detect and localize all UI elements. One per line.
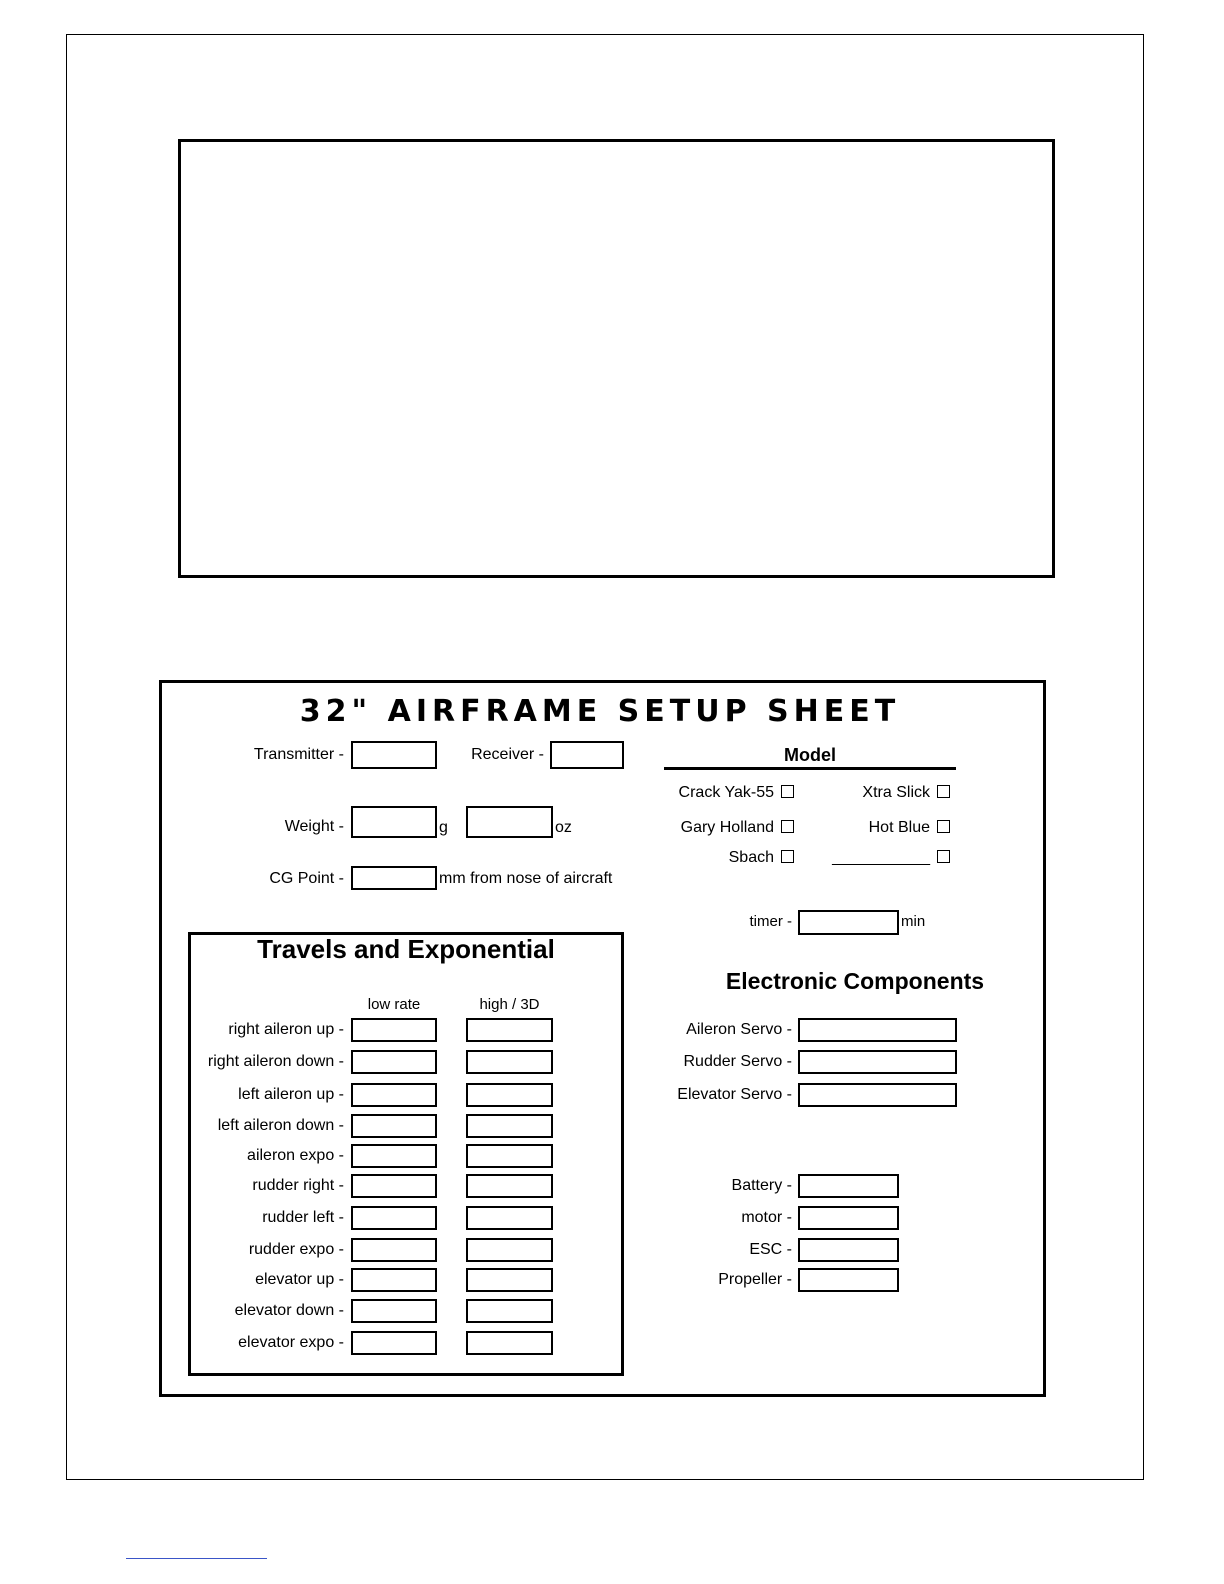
esc-label: ESC - [749, 1241, 792, 1258]
model-option-label: Hot Blue [868, 819, 930, 836]
model-option-label: Crack Yak-55 [678, 784, 774, 801]
image-placeholder-box [178, 139, 1055, 578]
travel-high-field[interactable] [466, 1114, 553, 1138]
travel-row-label: elevator up - [255, 1271, 344, 1288]
receiver-field[interactable] [550, 741, 624, 769]
timer-label: timer - [749, 913, 792, 930]
timer-unit: min [901, 913, 926, 930]
checkbox-xtra-slick[interactable] [937, 785, 950, 798]
receiver-label: Receiver - [471, 746, 544, 763]
travel-row-label: rudder expo - [248, 1241, 344, 1258]
model-option-crack-yak [620, 783, 774, 803]
travel-low-field[interactable] [351, 1018, 437, 1042]
travel-low-field[interactable] [351, 1174, 437, 1198]
propeller-label: Propeller - [718, 1271, 792, 1288]
checkbox-gary-holland[interactable] [781, 820, 794, 833]
travel-high-field[interactable] [466, 1268, 553, 1292]
weight-label: Weight - [284, 818, 344, 835]
checkbox-crack-yak[interactable] [781, 785, 794, 798]
model-option-hot-blue [800, 818, 930, 838]
servo-label-aileron: Aileron Servo - [686, 1021, 792, 1038]
travel-low-field[interactable] [351, 1299, 437, 1323]
aileron-servo-field[interactable] [798, 1018, 957, 1042]
travel-low-field[interactable] [351, 1083, 437, 1107]
travel-low-field[interactable] [351, 1144, 437, 1168]
travel-row-label: left aileron down - [217, 1117, 344, 1134]
checkbox-sbach[interactable] [781, 850, 794, 863]
travel-row-label: aileron expo - [247, 1147, 344, 1164]
weight-unit-oz: oz [555, 819, 572, 836]
travel-low-field[interactable] [351, 1268, 437, 1292]
timer-field[interactable] [798, 910, 899, 935]
travel-row-label: left aileron up - [238, 1086, 344, 1103]
checkbox-other[interactable] [937, 850, 950, 863]
travel-high-field[interactable] [466, 1238, 553, 1262]
travels-heading: Travels and Exponential [257, 934, 555, 964]
travel-low-field[interactable] [351, 1238, 437, 1262]
checkbox-hot-blue[interactable] [937, 820, 950, 833]
model-option-xtra-slick [800, 783, 930, 803]
transmitter-field[interactable] [351, 741, 437, 769]
weight-ounces-field[interactable] [466, 806, 553, 838]
travel-row-label: right aileron up - [228, 1021, 344, 1038]
motor-label: motor - [741, 1209, 792, 1226]
propeller-field[interactable] [798, 1268, 899, 1292]
travel-low-field[interactable] [351, 1206, 437, 1230]
electronics-heading: Electronic Components [725, 968, 985, 994]
servo-label-elevator: Elevator Servo - [677, 1086, 792, 1103]
transmitter-label: Transmitter - [253, 746, 344, 763]
col-high-rate: high / 3D [479, 996, 540, 1013]
travel-high-field[interactable] [466, 1083, 553, 1107]
travel-high-field[interactable] [466, 1331, 553, 1355]
travel-row-label: rudder left - [262, 1209, 344, 1226]
battery-label: Battery - [731, 1177, 792, 1194]
model-heading: Model [664, 744, 956, 770]
model-option-label: Xtra Slick [862, 784, 930, 801]
battery-field[interactable] [798, 1174, 899, 1198]
cg-field[interactable] [351, 866, 437, 890]
travel-high-field[interactable] [466, 1299, 553, 1323]
footer-rule [126, 1558, 267, 1559]
motor-field[interactable] [798, 1206, 899, 1230]
travel-high-field[interactable] [466, 1174, 553, 1198]
weight-grams-field[interactable] [351, 806, 437, 838]
travel-high-field[interactable] [466, 1206, 553, 1230]
esc-field[interactable] [798, 1238, 899, 1262]
travel-row-label: elevator expo - [238, 1334, 344, 1351]
model-option-blank: ___________ [832, 849, 930, 866]
col-low-rate: low rate [367, 996, 421, 1013]
travel-high-field[interactable] [466, 1050, 553, 1074]
travel-row-label: right aileron down - [207, 1053, 344, 1070]
cg-label: CG Point - [269, 870, 344, 887]
model-option-gary-holland [620, 818, 774, 838]
travel-row-label: rudder right - [252, 1177, 344, 1194]
travel-row-label: elevator down - [234, 1302, 344, 1319]
travel-low-field[interactable] [351, 1050, 437, 1074]
travel-high-field[interactable] [466, 1144, 553, 1168]
rudder-servo-field[interactable] [798, 1050, 957, 1074]
model-option-label: Gary Holland [680, 819, 774, 836]
model-option-sbach [620, 848, 774, 868]
travel-low-field[interactable] [351, 1331, 437, 1355]
sheet-title: 32" AIRFRAME SETUP SHEET [299, 694, 901, 729]
model-option-other[interactable] [800, 848, 930, 868]
model-option-label: Sbach [728, 849, 774, 866]
travel-high-field[interactable] [466, 1018, 553, 1042]
elevator-servo-field[interactable] [798, 1083, 957, 1107]
cg-suffix: mm from nose of aircraft [439, 870, 613, 887]
servo-label-rudder: Rudder Servo - [683, 1053, 792, 1070]
travel-low-field[interactable] [351, 1114, 437, 1138]
weight-unit-g: g [439, 819, 448, 836]
